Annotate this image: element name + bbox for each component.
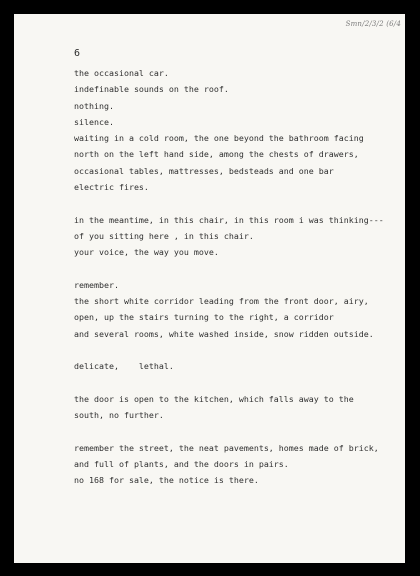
text-line: the short white corridor leading from the front door, airy,	[74, 296, 369, 307]
archive-reference: Smn/2/3/2 (6/4	[345, 20, 401, 28]
blank-line	[74, 424, 399, 440]
typed-text-body	[74, 65, 399, 489]
blank-line	[74, 342, 399, 358]
text-line: electric fires.	[74, 182, 149, 193]
text-line: your voice, the way you move.	[74, 247, 219, 258]
text-line: occasional tables, mattresses, bedsteads and one bar	[74, 165, 334, 176]
text-line: remember the street, the neat pavements, homes made of brick,	[74, 442, 379, 453]
text-line: of you sitting here , in this chair.	[74, 230, 254, 241]
text-line: waiting in a cold room, the one beyond the bathroom facing	[74, 133, 364, 144]
text-line: in the meantime, in this chair, in this room i was thinking---	[74, 214, 384, 225]
text-line: the door is open to the kitchen, which falls away to the	[74, 393, 354, 404]
text-line: indefinable sounds on the roof.	[74, 84, 229, 95]
text-line: remember.	[74, 279, 119, 290]
typed-page	[14, 14, 405, 563]
text-line: nothing.	[74, 100, 114, 111]
text-line: north on the left hand side, among the chests of drawers,	[74, 149, 359, 160]
text-line: south, no further.	[74, 410, 164, 421]
text-line: and several rooms, white washed inside, snow ridden outside.	[74, 328, 374, 339]
text-line: silence.	[74, 116, 114, 127]
text-line: the occasional car.	[74, 68, 169, 78]
blank-line	[74, 375, 399, 391]
text-line: no 168 for sale, the notice is there.	[74, 475, 259, 486]
text-line: open, up the stairs turning to the right, a corridor	[74, 312, 334, 323]
blank-line	[74, 195, 399, 211]
page-number: 6	[74, 48, 81, 59]
blank-line	[74, 261, 399, 277]
text-line: delicate, lethal.	[74, 361, 174, 372]
text-line: and full of plants, and the doors in pairs.	[74, 459, 289, 470]
